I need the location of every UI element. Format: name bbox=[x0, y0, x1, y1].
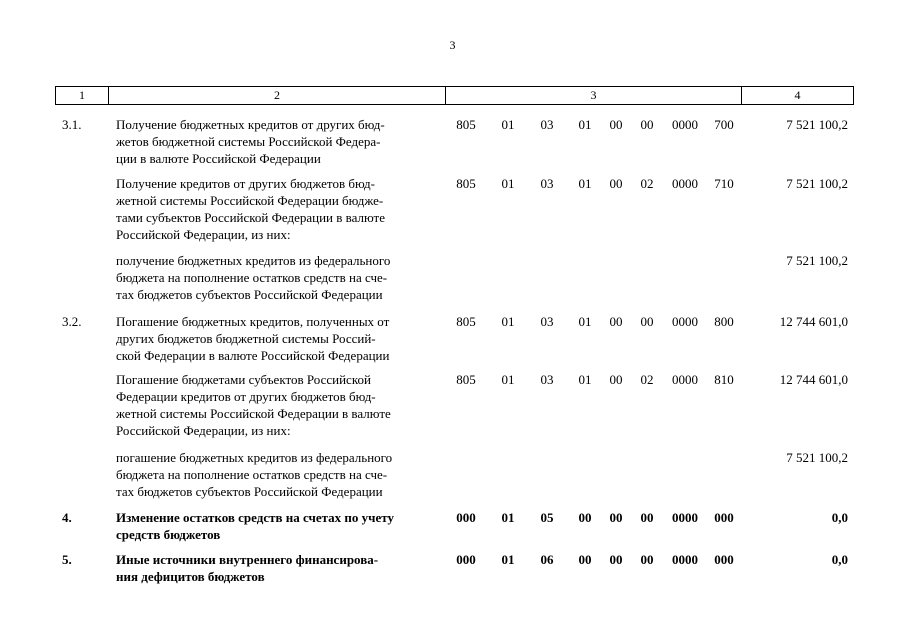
description-line: Российской Федерации, из них: bbox=[116, 227, 291, 242]
row-description bbox=[116, 449, 446, 500]
row-number: 5. bbox=[62, 552, 72, 567]
description-line: погашение бюджетных кредитов из федерального bbox=[116, 450, 393, 465]
budget-code: 700 bbox=[714, 117, 734, 132]
row-number: 4. bbox=[62, 510, 72, 525]
description-line: Получение кредитов от других бюджетов бюд- bbox=[116, 176, 375, 191]
budget-code: 00 bbox=[640, 117, 654, 132]
description-line: Изменение остатков средств на счетах по учету bbox=[116, 510, 394, 525]
budget-code: 810 bbox=[714, 372, 734, 387]
description-line: жетной системы Российской Федерации в валюте bbox=[116, 406, 391, 421]
budget-code: 00 bbox=[609, 372, 623, 387]
row-amount: 12 744 601,0 bbox=[779, 314, 848, 329]
row-amount: 7 521 100,2 bbox=[786, 117, 848, 132]
row-description bbox=[116, 551, 446, 585]
budget-code: 00 bbox=[609, 117, 623, 132]
description-line: получение бюджетных кредитов из федерального bbox=[116, 253, 391, 268]
row-number: 3.1. bbox=[62, 117, 82, 132]
description-line: бюджета на пополнение остатков средств на сче- bbox=[116, 270, 388, 285]
budget-code: 06 bbox=[540, 552, 554, 567]
row-amount: 7 521 100,2 bbox=[786, 450, 848, 465]
description-line: Иные источники внутреннего финансирова- bbox=[116, 552, 379, 567]
row-amount: 7 521 100,2 bbox=[786, 176, 848, 191]
description-line: Погашение бюджетами субъектов Российской bbox=[116, 372, 371, 387]
description-line: других бюджетов бюджетной системы Россий- bbox=[116, 331, 376, 346]
budget-code: 000 bbox=[714, 552, 734, 567]
row-description bbox=[116, 371, 446, 439]
row-description bbox=[116, 313, 446, 364]
budget-code: 00 bbox=[609, 510, 623, 525]
budget-code: 01 bbox=[501, 552, 515, 567]
row-number: 3.2. bbox=[62, 314, 82, 329]
budget-code: 000 bbox=[456, 510, 476, 525]
budget-code: 0000 bbox=[672, 552, 698, 567]
row-description bbox=[116, 509, 446, 543]
budget-code: 03 bbox=[540, 117, 554, 132]
description-line: ской Федерации в валюте Российской Федерации bbox=[116, 348, 390, 363]
budget-code: 01 bbox=[501, 372, 515, 387]
budget-code: 710 bbox=[714, 176, 734, 191]
budget-code: 000 bbox=[456, 552, 476, 567]
budget-code: 0000 bbox=[672, 314, 698, 329]
description-line: бюджета на пополнение остатков средств на сче- bbox=[116, 467, 388, 482]
budget-code: 0000 bbox=[672, 510, 698, 525]
budget-code: 01 bbox=[501, 510, 515, 525]
budget-code: 01 bbox=[501, 117, 515, 132]
description-line: ции в валюте Российской Федерации bbox=[116, 151, 321, 166]
description-line: средств бюджетов bbox=[116, 527, 221, 542]
budget-code: 000 bbox=[714, 510, 734, 525]
budget-code: 00 bbox=[578, 552, 592, 567]
budget-code: 0000 bbox=[672, 372, 698, 387]
budget-code: 0000 bbox=[672, 176, 698, 191]
description-line: тах бюджетов субъектов Российской Федерации bbox=[116, 287, 383, 302]
description-line: ния дефицитов бюджетов bbox=[116, 569, 265, 584]
budget-code: 00 bbox=[640, 510, 654, 525]
budget-code: 0000 bbox=[672, 117, 698, 132]
header-col-1: 1 bbox=[79, 88, 85, 102]
budget-code: 01 bbox=[578, 314, 592, 329]
budget-code: 800 bbox=[714, 314, 734, 329]
row-amount: 7 521 100,2 bbox=[786, 253, 848, 268]
budget-code: 03 bbox=[540, 314, 554, 329]
budget-code: 00 bbox=[640, 552, 654, 567]
budget-code: 00 bbox=[609, 314, 623, 329]
header-col-3: 3 bbox=[590, 88, 597, 102]
description-line: тами субъектов Российской Федерации в валюте bbox=[116, 210, 385, 225]
budget-code: 00 bbox=[640, 314, 654, 329]
budget-code: 00 bbox=[609, 552, 623, 567]
budget-code: 02 bbox=[640, 372, 654, 387]
budget-code: 01 bbox=[578, 176, 592, 191]
budget-code: 01 bbox=[578, 117, 592, 132]
description-line: Федерации кредитов от других бюджетов бюд- bbox=[116, 389, 376, 404]
budget-code: 03 bbox=[540, 372, 554, 387]
row-description bbox=[116, 252, 446, 303]
row-description bbox=[116, 175, 446, 243]
budget-code: 03 bbox=[540, 176, 554, 191]
description-line: жетной системы Российской Федерации бюдже- bbox=[116, 193, 384, 208]
budget-code: 05 bbox=[540, 510, 554, 525]
description-line: жетов бюджетной системы Российской Федера- bbox=[116, 134, 381, 149]
budget-code: 02 bbox=[640, 176, 654, 191]
header-col-2: 2 bbox=[274, 88, 280, 102]
budget-code: 805 bbox=[456, 314, 476, 329]
header-col-4: 4 bbox=[794, 88, 801, 102]
budget-code: 01 bbox=[578, 372, 592, 387]
budget-code: 805 bbox=[456, 117, 476, 132]
table-header bbox=[55, 86, 854, 105]
row-description bbox=[116, 116, 446, 167]
budget-code: 01 bbox=[501, 314, 515, 329]
row-amount: 12 744 601,0 bbox=[779, 372, 848, 387]
description-line: тах бюджетов субъектов Российской Федерации bbox=[116, 484, 383, 499]
description-line: Российской Федерации, из них: bbox=[116, 423, 291, 438]
budget-code: 01 bbox=[501, 176, 515, 191]
budget-code: 805 bbox=[456, 176, 476, 191]
row-amount: 0,0 bbox=[831, 552, 848, 567]
budget-code: 00 bbox=[609, 176, 623, 191]
budget-code: 805 bbox=[456, 372, 476, 387]
budget-code: 00 bbox=[578, 510, 592, 525]
description-line: Погашение бюджетных кредитов, полученных от bbox=[116, 314, 390, 329]
row-amount: 0,0 bbox=[831, 510, 848, 525]
page-number: 3 bbox=[449, 38, 456, 52]
description-line: Получение бюджетных кредитов от других бюд- bbox=[116, 117, 385, 132]
